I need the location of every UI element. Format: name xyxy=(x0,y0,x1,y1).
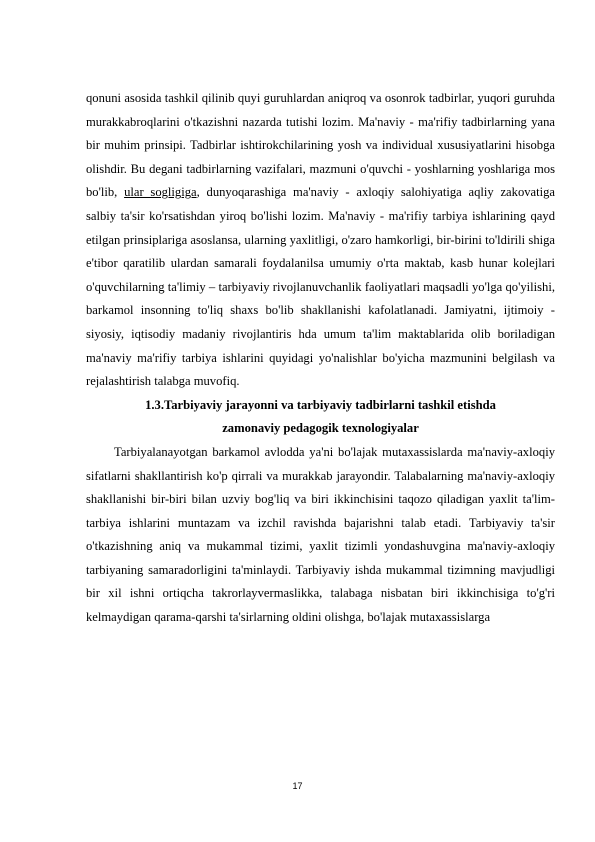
paragraph-2: Tarbiyalanayotgan barkamol avlodda ya'ni bo'lajak mutaxassislarda ma'naviy-axloqiy sifatlarni shakllantirish ko'p qirrali va murakkab jarayondir. Talabalarning ma'naviy-axloqiy shakllanishi bir-biri bilan uzviy bog'liq va biri ikkinchisini taqozo qiladigan yaxlit ta'lim-tarbiya ishlarini muntazam va izchil ravishda bajarishni talab etadi. Tarbiyaviy ta'sir o'tkazishning aniq va mukammal tizimi, yaxlit tizimli yondashuvgina ma'naviy-axloqiy tarbiyaning samaradorligini ta'minlaydi. Tarbiyaviy ishda mukammal tizimning mavjudligi bir xil ishni ortiqcha takrorlayvermaslikka, talabaga nisbatan biri ikkinchisiga to'g'ri kelmaydigan qarama-qarshi ta'sirlarning oldini olishga, bo'lajak mutaxassislarga xyxy=(86,444,555,625)
page-number: 17 xyxy=(292,781,303,791)
section-heading-line-1: 1.3.Tarbiyaviy jarayonni va tarbiyaviy tadbirlarni tashkil etishda xyxy=(145,397,496,412)
paragraph-1-text-end: , dunyoqarashiga ma'naviy - axloqiy salohiyatiga aqliy zakovatiga salbiy ta'sir ko'rsatishdan yiroq bo'lishi lozim. Ma'naviy - ma'rifiy tarbiya ishlarining qayd etilgan prinsiplariga asoslansa, ularning yaxlitligi, o'zaro hamkorligi, bir-birini to'ldirili shiga e'tibor qaratilib ulardan samarali foydalanilsa umumiy o'rta maktab, kasb hunar kolejlari o'quvchilarning ta'limiy – tarbiyaviy rivojlanuvchanlik faoliyatlari maqsadli yo'lga qo'yilishi, barkamol insonning to'liq shaxs bo'lib shakllanishi kafolatlanadi. Jamiyatni, ijtimoiy -siyosiy, iqtisodiy madaniy rivojlantiris hda umum ta'lim maktablarida olib boriladigan ma'naviy ma'rifiy tarbiya ishlarini quyidagi yo'nalishlar bo'yicha mazmunini belgilash va rejalashtirish talabga muvofiq. xyxy=(86,185,556,389)
paragraph-1-text-start: qonuni asosida tashkil qilinib quyi guruhlardan aniqroq va osonrok tadbirlar, yuqori guruhda murakkabroqlarini o'tkazishni nazarda tutishi lozim. Ma'naviy - ma'rifiy tadbirlarning yana bir muhim prinsipi. Tadbirlar ishtirokchilarining yosh va individual xususiyatlarini hisobga olishdir. Bu degani tadbirlarning vazifalari, mazmuni o'quvchi - yoshlarning yoshlariga mos bo'lib, xyxy=(86,91,555,200)
underlined-link[interactable]: ular sogligiga xyxy=(124,185,197,200)
section-heading-line-2: zamonaviy pedagogik texnologiyalar xyxy=(222,421,419,436)
paragraph-1 xyxy=(86,87,555,394)
